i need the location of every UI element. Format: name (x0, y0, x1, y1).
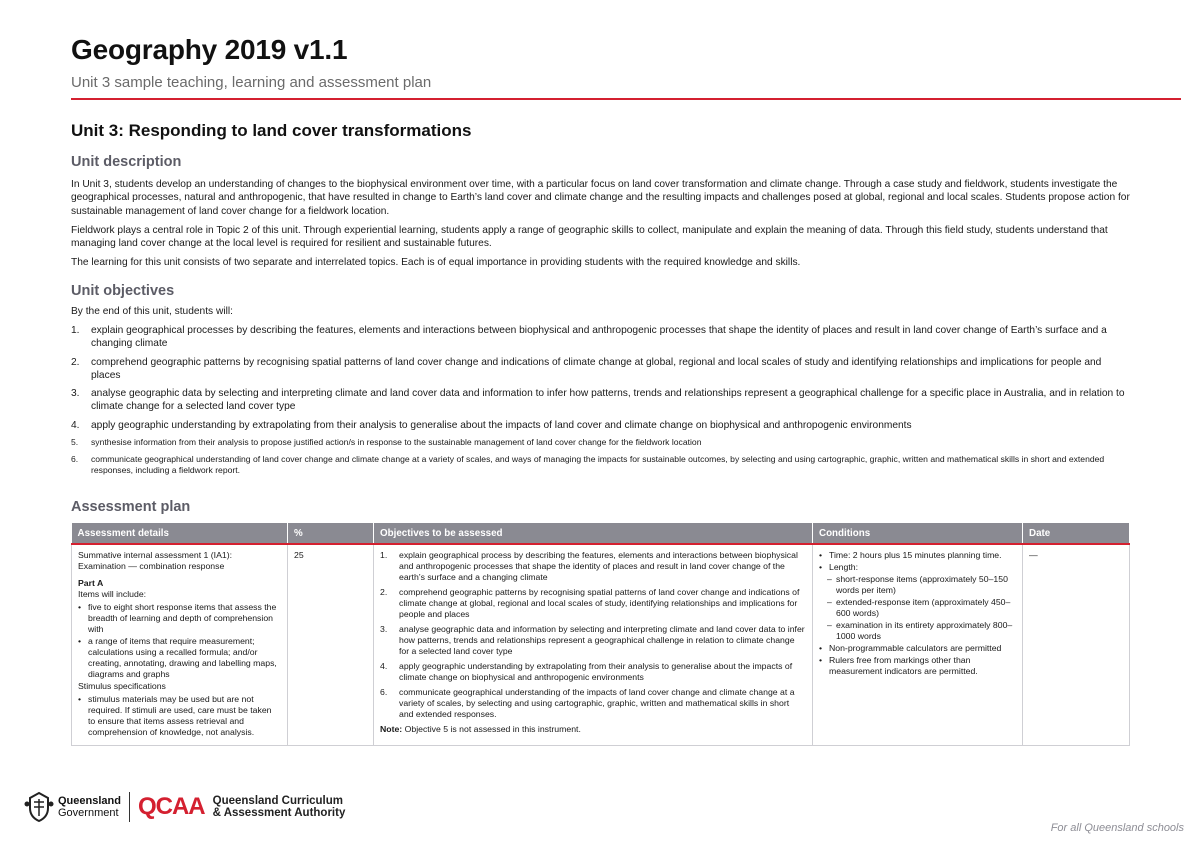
objective-text: explain geographical processes by describing the features, elements and interactions between biophysical and anthropogenic processes that shape the identity of places and result in land cover change of Earth’s surface and a changing climate (91, 325, 1107, 350)
list-item (78, 636, 281, 680)
qcaa-line: Queensland Curriculum (212, 794, 343, 807)
table-row (72, 544, 1130, 746)
assessment-title: Examination — combination response (78, 561, 225, 571)
objective-text: synthesise information from their analysis to propose justified action/s in response to the sustainable management of land cover change for the fieldwork location (91, 437, 702, 448)
objective-number: 3. (380, 624, 388, 634)
condition-text: Rulers free from markings other than measurement indicators are permitted. (829, 655, 978, 676)
qcaa-name (213, 795, 346, 820)
stimulus-list (78, 694, 281, 738)
note-text: Objective 5 is not assessed in this instrument. (402, 724, 581, 734)
objective-number: 2. (380, 587, 388, 597)
list-item (380, 624, 806, 657)
bullet-icon: • (819, 550, 823, 560)
assessment-plan-heading: Assessment plan (71, 499, 191, 515)
dash-icon: – (827, 597, 832, 607)
objective-text: analyse geographic data by selecting and interpreting climate and land cover data and information to infer how patterns, trends and relationships represent a geographical challenge for a specific place in Australia, and in relation to climate change for a selected land cover type (91, 388, 1125, 413)
list-item (380, 687, 806, 720)
objective-text: communicate geographical understanding of land cover change and climate change at a variety of scales, and ways of managing the impacts for sustainable outcomes, by selecting and using cartographic, graphic, written and mathematical skills in short and extended responses, including a fieldwork report. (91, 453, 1105, 476)
unit-description-heading: Unit description (71, 154, 182, 170)
assessment-title: Summative internal assessment 1 (IA1): (78, 550, 233, 560)
objective-text: analyse geographic data and information by selecting and interpreting climate and land cover data to infer how patterns, trends and relationships represent a geographical challenge in relation to climate change for a selected land cover type (399, 624, 805, 656)
bullet-icon: • (78, 694, 82, 704)
dash-icon: – (827, 574, 832, 584)
objective-number: 4. (380, 661, 388, 671)
date-cell: — (1023, 544, 1130, 746)
objective-item (71, 387, 1131, 414)
objective-text: apply geographic understanding by extrapolating from their analysis to generalise about the impacts of climate change on biophysical and anthropogenic environments (399, 661, 793, 682)
footer-divider (129, 792, 130, 822)
description-paragraph: Fieldwork plays a central role in Topic 2 of this unit. Through experiential learning, students apply a range of geographic skills to collect, manipulate and explain the meaning of data. Through this field study, students understand that managing land cover change at the local level is required for resilient and sustainable futures. (71, 224, 1108, 250)
list-item (819, 550, 1016, 561)
bullet-icon: • (78, 636, 82, 646)
objective-text: apply geographic understanding by extrapolating from their analysis to generalise about the impacts of land cover and climate change on biophysical and anthropogenic environments (91, 419, 912, 431)
queensland-crest-icon (24, 790, 54, 824)
condition-text: Length: (829, 562, 858, 572)
list-item (827, 620, 1016, 642)
objective-item (71, 437, 1131, 449)
description-paragraph: The learning for this unit consists of two separate and interrelated topics. Each is of equal importance in providing students with the required knowledge and skills. (71, 257, 801, 269)
condition-text: examination in its entirety approximately 800–1000 words (836, 620, 1013, 641)
objective-number: 1. (71, 325, 80, 336)
column-header: Assessment details (72, 523, 288, 544)
unit-objectives-section (71, 283, 1131, 482)
objective-item (71, 454, 1131, 477)
conditions-list (819, 550, 1016, 573)
stimulus-label: Stimulus specifications (78, 681, 166, 691)
dash-icon: – (827, 620, 832, 630)
document-subtitle: Unit 3 sample teaching, learning and assessment plan (71, 74, 432, 91)
list-item (380, 587, 806, 620)
government-name (58, 795, 121, 819)
objective-text: explain geographical process by describing the features, elements and interactions between biophysical and anthropogenic processes that shape the identity of places and result in land cover change of the earth’s surface and a changing climate (399, 550, 798, 582)
assessment-details-cell (72, 544, 288, 746)
bullet-icon: • (819, 655, 823, 665)
list-item-text: five to eight short response items that assess the breadth of learning and depth of comprehension with (88, 602, 277, 634)
assessed-objectives-list (380, 550, 806, 720)
objective-item (71, 419, 1131, 432)
list-item (380, 661, 806, 683)
qcaa-line: & Assessment Authority (212, 807, 346, 819)
bullet-icon: • (78, 602, 82, 612)
percent-cell: 25 (288, 544, 374, 746)
document-title: Geography 2019 v1.1 (71, 34, 348, 65)
list-item (819, 562, 1016, 573)
description-paragraph: In Unit 3, students develop an understanding of changes to the biophysical environment over time, with a particular focus on land cover transformation and climate change. Through a case study and fieldwork, students investigate the geographical processes, natural and anthropogenic, that have resulted in change to Earth’s land cover and climate change and the resulting impacts and challenges posed at global, regional and local scales. Students propose action for sustainable management of land cover change for a fieldwork location. (71, 179, 1130, 217)
list-item (380, 550, 806, 583)
part-label: Part A (78, 578, 104, 588)
objective-number: 2. (71, 356, 80, 368)
objectives-list (71, 324, 1131, 477)
condition-text: extended-response item (approximately 450–600 words) (836, 597, 1011, 618)
condition-text: Time: 2 hours plus 15 minutes planning time. (829, 550, 1002, 560)
objective-item (71, 324, 1131, 351)
objective-text: comprehend geographic patterns by recognising spatial patterns of land cover change and indications of climate change at global, regional and local scales of study and identifying relationships and implications for people and places (91, 356, 1102, 381)
objectives-note (380, 724, 806, 735)
bullet-icon: • (819, 562, 823, 572)
length-sublist (827, 574, 1016, 642)
column-header: Date (1023, 523, 1130, 544)
list-item (827, 574, 1016, 596)
list-item (819, 655, 1016, 677)
gov-line: Government (58, 807, 119, 819)
unit-description-section (71, 154, 1131, 276)
items-label: Items will include: (78, 589, 147, 599)
objective-text: communicate geographical understanding of the impacts of land cover change and climate change at a variety of scales, by selecting and using cartographic, graphic, written and mathematical skills in short and extended responses. (399, 687, 795, 719)
objective-number: 4. (71, 419, 80, 431)
table-header-row (72, 523, 1130, 544)
objective-number: 1. (380, 550, 388, 560)
objective-number: 3. (71, 388, 80, 400)
objective-number: 6. (71, 453, 79, 464)
qcaa-logo: QCAA (137, 793, 205, 820)
objective-text: comprehend geographic patterns by recognising spatial patterns of land cover change and indications of climate change at global, regional and local scales of study, identifying relationships and implications for people and places (399, 587, 800, 619)
footer-tagline: For all Queensland schools (1050, 822, 1184, 834)
objective-number: 5. (71, 437, 79, 448)
bullet-icon: • (819, 643, 823, 653)
assessment-table (71, 523, 1130, 746)
list-item (78, 694, 281, 738)
conditions-list (819, 643, 1016, 677)
list-item (827, 597, 1016, 619)
column-header: % (288, 523, 374, 544)
items-list (78, 602, 281, 680)
condition-text: Non-programmable calculators are permitted (829, 643, 1002, 653)
objectives-intro: By the end of this unit, students will: (71, 306, 233, 317)
list-item-text: stimulus materials may be used but are not required. If stimuli are used, care must be taken to ensure that items assess retrieval and comprehension of knowledge, not analysis. (88, 694, 272, 737)
footer-logos (24, 790, 345, 824)
objective-number: 6. (380, 687, 388, 697)
condition-text: short-response items (approximately 50–150 words per item) (836, 574, 1008, 595)
conditions-cell (813, 544, 1023, 746)
note-label: Note: (380, 724, 403, 734)
objectives-cell (374, 544, 813, 746)
list-item-text: a range of items that require measurement; calculations using a recalled formula; and/or creating, annotating, drawing and labelling maps, diagrams and graphs (88, 636, 277, 679)
objective-item (71, 356, 1131, 383)
title-divider (71, 98, 1181, 100)
column-header: Objectives to be assessed (374, 523, 813, 544)
unit-objectives-heading: Unit objectives (71, 283, 175, 299)
column-header: Conditions (813, 523, 1023, 544)
list-item (819, 643, 1016, 654)
gov-line: Queensland (58, 795, 121, 807)
list-item (78, 602, 281, 635)
unit-heading: Unit 3: Responding to land cover transformations (71, 121, 472, 140)
